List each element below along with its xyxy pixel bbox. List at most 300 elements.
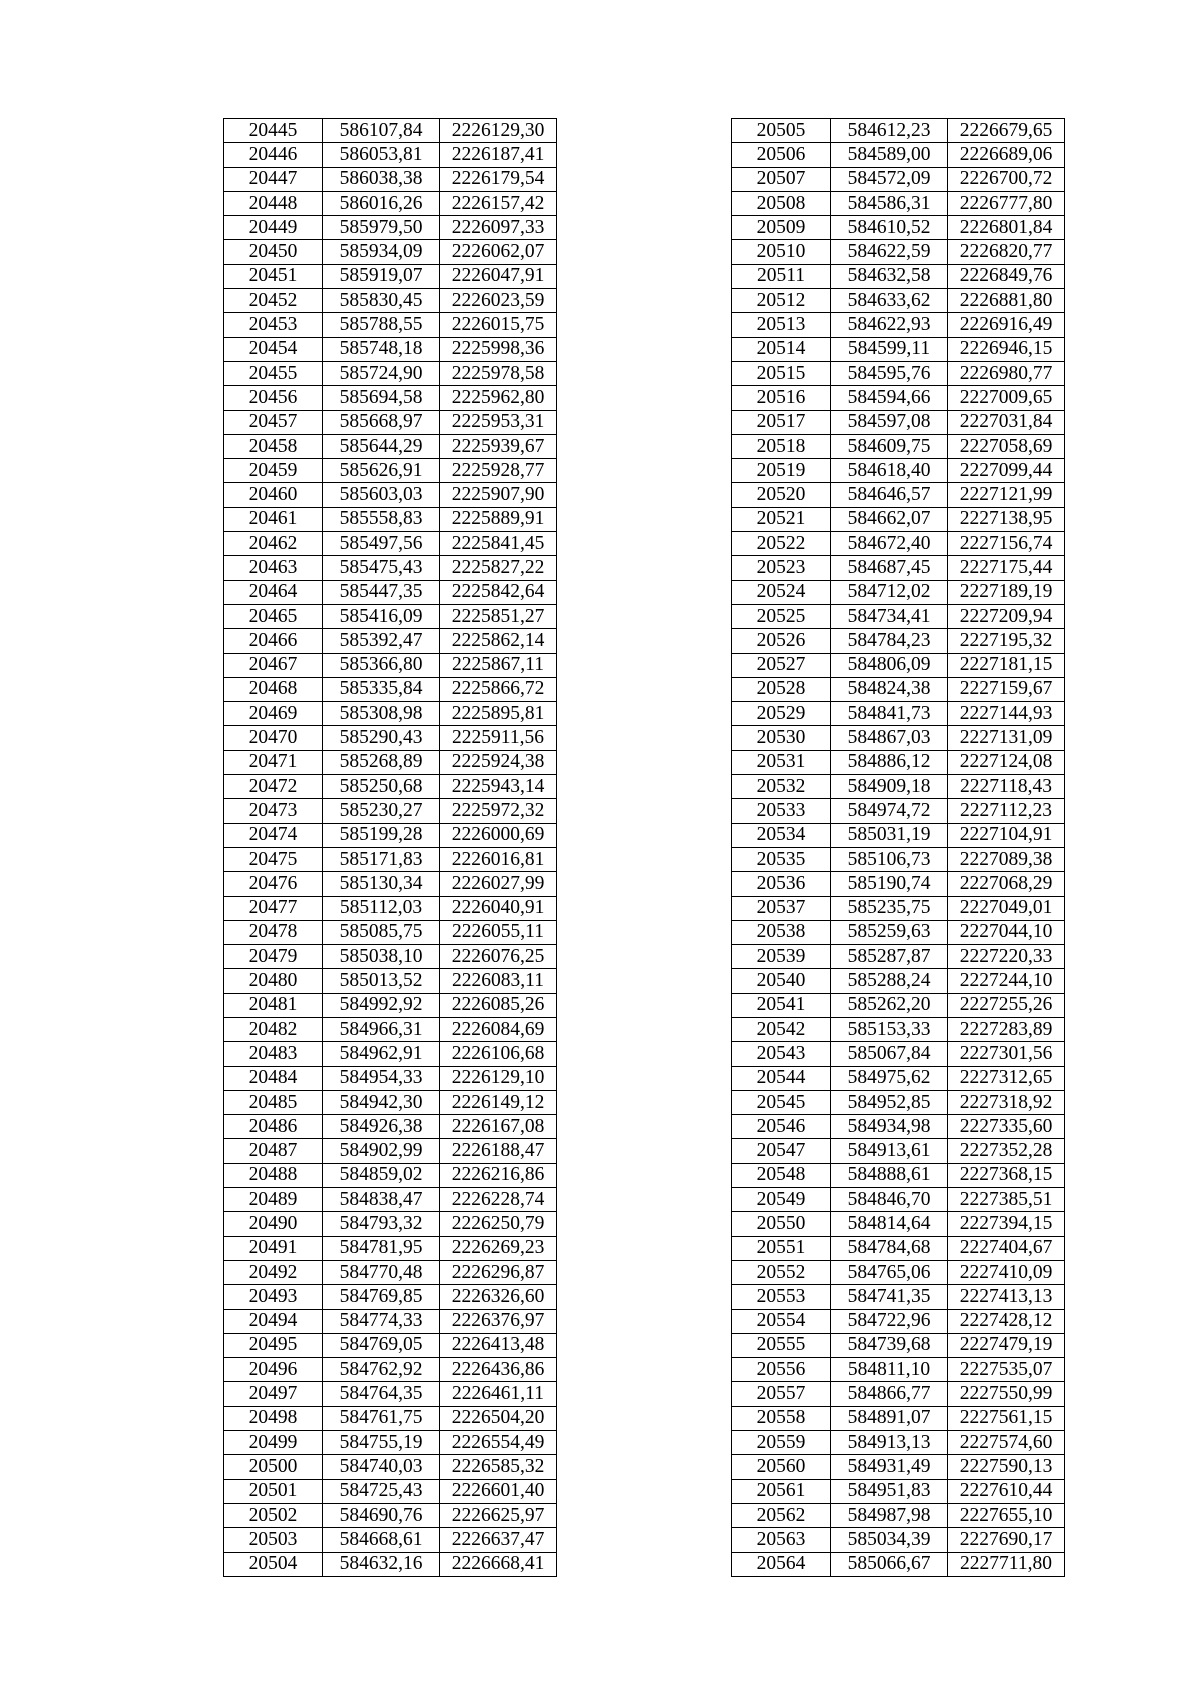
y-coordinate-cell: 2226027,99	[440, 872, 557, 896]
point-number-cell: 20544	[732, 1066, 831, 1090]
table-row	[732, 1042, 1065, 1066]
y-coordinate-cell: 2227655,10	[948, 1503, 1065, 1527]
point-number-cell: 20521	[732, 507, 831, 531]
x-coordinate-cell: 584762,92	[323, 1358, 440, 1382]
y-coordinate-cell: 2227181,15	[948, 653, 1065, 677]
y-coordinate-cell: 2227711,80	[948, 1552, 1065, 1576]
y-coordinate-cell: 2226188,47	[440, 1139, 557, 1163]
x-coordinate-cell: 584740,03	[323, 1455, 440, 1479]
x-coordinate-cell: 585171,83	[323, 847, 440, 871]
table-row	[224, 313, 557, 337]
table-row	[732, 1188, 1065, 1212]
table-row	[732, 1236, 1065, 1260]
y-coordinate-cell: 2227031,84	[948, 410, 1065, 434]
x-coordinate-cell: 584942,30	[323, 1090, 440, 1114]
table-row	[732, 677, 1065, 701]
y-coordinate-cell: 2227138,95	[948, 507, 1065, 531]
point-number-cell: 20502	[224, 1503, 323, 1527]
x-coordinate-cell: 585112,03	[323, 896, 440, 920]
point-number-cell: 20448	[224, 191, 323, 215]
table-row	[224, 896, 557, 920]
y-coordinate-cell: 2226554,49	[440, 1431, 557, 1455]
x-coordinate-cell: 585268,89	[323, 750, 440, 774]
point-number-cell: 20504	[224, 1552, 323, 1576]
y-coordinate-cell: 2225998,36	[440, 337, 557, 361]
y-coordinate-cell: 2226269,23	[440, 1236, 557, 1260]
x-coordinate-cell: 585190,74	[831, 872, 948, 896]
table-row	[732, 556, 1065, 580]
point-number-cell: 20518	[732, 434, 831, 458]
table-row	[224, 289, 557, 313]
point-number-cell: 20528	[732, 677, 831, 701]
x-coordinate-cell: 584722,96	[831, 1309, 948, 1333]
x-coordinate-cell: 585085,75	[323, 920, 440, 944]
x-coordinate-cell: 585830,45	[323, 289, 440, 313]
x-coordinate-cell: 585287,87	[831, 945, 948, 969]
y-coordinate-cell: 2226777,80	[948, 191, 1065, 215]
x-coordinate-cell: 585335,84	[323, 677, 440, 701]
table-row	[732, 847, 1065, 871]
x-coordinate-cell: 584902,99	[323, 1139, 440, 1163]
table-row	[732, 1358, 1065, 1382]
y-coordinate-cell: 2226504,20	[440, 1406, 557, 1430]
y-coordinate-cell: 2225895,81	[440, 702, 557, 726]
point-number-cell: 20524	[732, 580, 831, 604]
table-row	[732, 1333, 1065, 1357]
point-number-cell: 20505	[732, 119, 831, 143]
table-row	[224, 216, 557, 240]
x-coordinate-cell: 584992,92	[323, 993, 440, 1017]
y-coordinate-cell: 2226015,75	[440, 313, 557, 337]
y-coordinate-cell: 2227550,99	[948, 1382, 1065, 1406]
x-coordinate-cell: 585626,91	[323, 459, 440, 483]
x-coordinate-cell: 584612,23	[831, 119, 948, 143]
y-coordinate-cell: 2227156,74	[948, 532, 1065, 556]
point-number-cell: 20550	[732, 1212, 831, 1236]
table-row	[732, 1017, 1065, 1041]
x-coordinate-cell: 584572,09	[831, 167, 948, 191]
x-coordinate-cell: 584761,75	[323, 1406, 440, 1430]
point-number-cell: 20516	[732, 386, 831, 410]
table-row	[732, 1455, 1065, 1479]
table-row	[732, 1163, 1065, 1187]
point-number-cell: 20475	[224, 847, 323, 871]
coordinates-table-right	[731, 118, 1065, 1577]
point-number-cell: 20498	[224, 1406, 323, 1430]
x-coordinate-cell: 584888,61	[831, 1163, 948, 1187]
x-coordinate-cell: 584859,02	[323, 1163, 440, 1187]
point-number-cell: 20531	[732, 750, 831, 774]
y-coordinate-cell: 2227283,89	[948, 1017, 1065, 1041]
y-coordinate-cell: 2226881,80	[948, 289, 1065, 313]
x-coordinate-cell: 584662,07	[831, 507, 948, 531]
y-coordinate-cell: 2225953,31	[440, 410, 557, 434]
point-number-cell: 20492	[224, 1260, 323, 1284]
table-row	[224, 1431, 557, 1455]
table-row	[224, 726, 557, 750]
x-coordinate-cell: 585199,28	[323, 823, 440, 847]
x-coordinate-cell: 585694,58	[323, 386, 440, 410]
x-coordinate-cell: 584784,23	[831, 629, 948, 653]
x-coordinate-cell: 585603,03	[323, 483, 440, 507]
point-number-cell: 20536	[732, 872, 831, 896]
point-number-cell: 20503	[224, 1528, 323, 1552]
y-coordinate-cell: 2227099,44	[948, 459, 1065, 483]
table-row	[224, 1188, 557, 1212]
x-coordinate-cell: 584793,32	[323, 1212, 440, 1236]
x-coordinate-cell: 586038,38	[323, 167, 440, 191]
point-number-cell: 20497	[224, 1382, 323, 1406]
x-coordinate-cell: 585475,43	[323, 556, 440, 580]
x-coordinate-cell: 584632,16	[323, 1552, 440, 1576]
x-coordinate-cell: 584712,02	[831, 580, 948, 604]
point-number-cell: 20512	[732, 289, 831, 313]
x-coordinate-cell: 584774,33	[323, 1309, 440, 1333]
coordinates-table-left	[223, 118, 557, 1577]
point-number-cell: 20534	[732, 823, 831, 847]
table-row	[732, 119, 1065, 143]
x-coordinate-cell: 584739,68	[831, 1333, 948, 1357]
point-number-cell: 20481	[224, 993, 323, 1017]
x-coordinate-cell: 585066,67	[831, 1552, 948, 1576]
point-number-cell: 20488	[224, 1163, 323, 1187]
point-number-cell: 20559	[732, 1431, 831, 1455]
x-coordinate-cell: 585392,47	[323, 629, 440, 653]
table-row	[224, 119, 557, 143]
y-coordinate-cell: 2225842,64	[440, 580, 557, 604]
point-number-cell: 20494	[224, 1309, 323, 1333]
y-coordinate-cell: 2226047,91	[440, 264, 557, 288]
y-coordinate-cell: 2227385,51	[948, 1188, 1065, 1212]
table-row	[224, 1090, 557, 1114]
table-row	[732, 1479, 1065, 1503]
point-number-cell: 20469	[224, 702, 323, 726]
point-number-cell: 20450	[224, 240, 323, 264]
point-number-cell: 20484	[224, 1066, 323, 1090]
y-coordinate-cell: 2227009,65	[948, 386, 1065, 410]
point-number-cell: 20560	[732, 1455, 831, 1479]
x-coordinate-cell: 584622,59	[831, 240, 948, 264]
x-coordinate-cell: 584597,08	[831, 410, 948, 434]
table-row	[732, 1406, 1065, 1430]
x-coordinate-cell: 586016,26	[323, 191, 440, 215]
point-number-cell: 20539	[732, 945, 831, 969]
y-coordinate-cell: 2227159,67	[948, 677, 1065, 701]
y-coordinate-cell: 2226076,25	[440, 945, 557, 969]
table-row	[224, 507, 557, 531]
x-coordinate-cell: 585153,33	[831, 1017, 948, 1041]
x-coordinate-cell: 584926,38	[323, 1115, 440, 1139]
point-number-cell: 20546	[732, 1115, 831, 1139]
y-coordinate-cell: 2227089,38	[948, 847, 1065, 871]
point-number-cell: 20462	[224, 532, 323, 556]
point-number-cell: 20477	[224, 896, 323, 920]
point-number-cell: 20535	[732, 847, 831, 871]
point-number-cell: 20548	[732, 1163, 831, 1187]
x-coordinate-cell: 584846,70	[831, 1188, 948, 1212]
x-coordinate-cell: 584913,61	[831, 1139, 948, 1163]
table-row	[224, 337, 557, 361]
table-row	[732, 702, 1065, 726]
point-number-cell: 20457	[224, 410, 323, 434]
point-number-cell: 20537	[732, 896, 831, 920]
point-number-cell: 20455	[224, 361, 323, 385]
table-row	[224, 847, 557, 871]
table-row	[732, 1309, 1065, 1333]
x-coordinate-cell: 585013,52	[323, 969, 440, 993]
x-coordinate-cell: 584586,31	[831, 191, 948, 215]
table-row	[732, 1503, 1065, 1527]
table-row	[224, 434, 557, 458]
x-coordinate-cell: 584734,41	[831, 604, 948, 628]
table-row	[224, 410, 557, 434]
table-row	[732, 410, 1065, 434]
x-coordinate-cell: 585788,55	[323, 313, 440, 337]
x-coordinate-cell: 584769,05	[323, 1333, 440, 1357]
point-number-cell: 20458	[224, 434, 323, 458]
y-coordinate-cell: 2227044,10	[948, 920, 1065, 944]
table-row	[732, 313, 1065, 337]
table-row	[224, 872, 557, 896]
table-row	[732, 289, 1065, 313]
table-row	[732, 264, 1065, 288]
y-coordinate-cell: 2226679,65	[948, 119, 1065, 143]
point-number-cell: 20532	[732, 775, 831, 799]
x-coordinate-cell: 586107,84	[323, 119, 440, 143]
y-coordinate-cell: 2227244,10	[948, 969, 1065, 993]
y-coordinate-cell: 2226097,33	[440, 216, 557, 240]
point-number-cell: 20529	[732, 702, 831, 726]
y-coordinate-cell: 2227209,94	[948, 604, 1065, 628]
y-coordinate-cell: 2227104,91	[948, 823, 1065, 847]
x-coordinate-cell: 585262,20	[831, 993, 948, 1017]
point-number-cell: 20563	[732, 1528, 831, 1552]
table-row	[732, 216, 1065, 240]
x-coordinate-cell: 584867,03	[831, 726, 948, 750]
point-number-cell: 20519	[732, 459, 831, 483]
table-row	[224, 167, 557, 191]
y-coordinate-cell: 2227413,13	[948, 1285, 1065, 1309]
x-coordinate-cell: 584975,62	[831, 1066, 948, 1090]
table-row	[224, 1333, 557, 1357]
point-number-cell: 20480	[224, 969, 323, 993]
point-number-cell: 20489	[224, 1188, 323, 1212]
x-coordinate-cell: 585130,34	[323, 872, 440, 896]
point-number-cell: 20541	[732, 993, 831, 1017]
x-coordinate-cell: 585979,50	[323, 216, 440, 240]
point-number-cell: 20540	[732, 969, 831, 993]
y-coordinate-cell: 2227479,19	[948, 1333, 1065, 1357]
table-row	[732, 1066, 1065, 1090]
y-coordinate-cell: 2226436,86	[440, 1358, 557, 1382]
table-row	[224, 653, 557, 677]
y-coordinate-cell: 2226149,12	[440, 1090, 557, 1114]
point-number-cell: 20552	[732, 1260, 831, 1284]
table-row	[224, 1042, 557, 1066]
point-number-cell: 20553	[732, 1285, 831, 1309]
table-row	[224, 702, 557, 726]
point-number-cell: 20463	[224, 556, 323, 580]
table-row	[224, 483, 557, 507]
x-coordinate-cell: 584687,45	[831, 556, 948, 580]
table-row	[732, 1431, 1065, 1455]
x-coordinate-cell: 584769,85	[323, 1285, 440, 1309]
x-coordinate-cell: 584741,35	[831, 1285, 948, 1309]
y-coordinate-cell: 2226083,11	[440, 969, 557, 993]
y-coordinate-cell: 2225889,91	[440, 507, 557, 531]
y-coordinate-cell: 2227195,32	[948, 629, 1065, 653]
y-coordinate-cell: 2226668,41	[440, 1552, 557, 1576]
x-coordinate-cell: 586053,81	[323, 143, 440, 167]
point-number-cell: 20485	[224, 1090, 323, 1114]
table-row	[732, 1528, 1065, 1552]
table-row	[224, 143, 557, 167]
x-coordinate-cell: 585308,98	[323, 702, 440, 726]
point-number-cell: 20478	[224, 920, 323, 944]
x-coordinate-cell: 584966,31	[323, 1017, 440, 1041]
point-number-cell: 20517	[732, 410, 831, 434]
table-row	[732, 1285, 1065, 1309]
point-number-cell: 20506	[732, 143, 831, 167]
y-coordinate-cell: 2225827,22	[440, 556, 557, 580]
table-row	[224, 1163, 557, 1187]
y-coordinate-cell: 2227368,15	[948, 1163, 1065, 1187]
y-coordinate-cell: 2226228,74	[440, 1188, 557, 1212]
x-coordinate-cell: 584886,12	[831, 750, 948, 774]
table-row	[224, 1066, 557, 1090]
y-coordinate-cell: 2227124,08	[948, 750, 1065, 774]
table-body-right	[732, 119, 1065, 1577]
point-number-cell: 20551	[732, 1236, 831, 1260]
y-coordinate-cell: 2227610,44	[948, 1479, 1065, 1503]
y-coordinate-cell: 2227131,09	[948, 726, 1065, 750]
y-coordinate-cell: 2226084,69	[440, 1017, 557, 1041]
point-number-cell: 20451	[224, 264, 323, 288]
point-number-cell: 20491	[224, 1236, 323, 1260]
table-row	[732, 507, 1065, 531]
table-row	[732, 775, 1065, 799]
x-coordinate-cell: 585748,18	[323, 337, 440, 361]
y-coordinate-cell: 2226637,47	[440, 1528, 557, 1552]
x-coordinate-cell: 584951,83	[831, 1479, 948, 1503]
table-row	[224, 604, 557, 628]
y-coordinate-cell: 2226085,26	[440, 993, 557, 1017]
y-coordinate-cell: 2225928,77	[440, 459, 557, 483]
table-row	[732, 1552, 1065, 1576]
y-coordinate-cell: 2226167,08	[440, 1115, 557, 1139]
y-coordinate-cell: 2226820,77	[948, 240, 1065, 264]
y-coordinate-cell: 2227049,01	[948, 896, 1065, 920]
x-coordinate-cell: 584934,98	[831, 1115, 948, 1139]
point-number-cell: 20562	[732, 1503, 831, 1527]
point-number-cell: 20514	[732, 337, 831, 361]
table-row	[732, 604, 1065, 628]
y-coordinate-cell: 2225972,32	[440, 799, 557, 823]
y-coordinate-cell: 2227121,99	[948, 483, 1065, 507]
point-number-cell: 20456	[224, 386, 323, 410]
y-coordinate-cell: 2226250,79	[440, 1212, 557, 1236]
y-coordinate-cell: 2226179,54	[440, 167, 557, 191]
x-coordinate-cell: 584954,33	[323, 1066, 440, 1090]
table-row	[224, 993, 557, 1017]
x-coordinate-cell: 584609,75	[831, 434, 948, 458]
x-coordinate-cell: 584610,52	[831, 216, 948, 240]
point-number-cell: 20538	[732, 920, 831, 944]
point-number-cell: 20466	[224, 629, 323, 653]
point-number-cell: 20479	[224, 945, 323, 969]
y-coordinate-cell: 2227535,07	[948, 1358, 1065, 1382]
point-number-cell: 20474	[224, 823, 323, 847]
point-number-cell: 20530	[732, 726, 831, 750]
point-number-cell: 20461	[224, 507, 323, 531]
x-coordinate-cell: 584841,73	[831, 702, 948, 726]
x-coordinate-cell: 584764,35	[323, 1382, 440, 1406]
table-row	[224, 386, 557, 410]
point-number-cell: 20511	[732, 264, 831, 288]
table-row	[224, 945, 557, 969]
y-coordinate-cell: 2226601,40	[440, 1479, 557, 1503]
table-row	[224, 1309, 557, 1333]
point-number-cell: 20487	[224, 1139, 323, 1163]
point-number-cell: 20500	[224, 1455, 323, 1479]
table-row	[732, 1382, 1065, 1406]
y-coordinate-cell: 2226980,77	[948, 361, 1065, 385]
table-row	[224, 1528, 557, 1552]
y-coordinate-cell: 2225943,14	[440, 775, 557, 799]
x-coordinate-cell: 584755,19	[323, 1431, 440, 1455]
y-coordinate-cell: 2225907,90	[440, 483, 557, 507]
x-coordinate-cell: 585724,90	[323, 361, 440, 385]
point-number-cell: 20452	[224, 289, 323, 313]
y-coordinate-cell: 2226700,72	[948, 167, 1065, 191]
point-number-cell: 20496	[224, 1358, 323, 1382]
y-coordinate-cell: 2227255,26	[948, 993, 1065, 1017]
point-number-cell: 20508	[732, 191, 831, 215]
table-row	[224, 920, 557, 944]
y-coordinate-cell: 2226413,48	[440, 1333, 557, 1357]
y-coordinate-cell: 2227394,15	[948, 1212, 1065, 1236]
point-number-cell: 20522	[732, 532, 831, 556]
y-coordinate-cell: 2226946,15	[948, 337, 1065, 361]
x-coordinate-cell: 584952,85	[831, 1090, 948, 1114]
table-row	[224, 1017, 557, 1041]
y-coordinate-cell: 2227352,28	[948, 1139, 1065, 1163]
table-row	[224, 969, 557, 993]
x-coordinate-cell: 584814,64	[831, 1212, 948, 1236]
x-coordinate-cell: 584931,49	[831, 1455, 948, 1479]
point-number-cell: 20465	[224, 604, 323, 628]
table-row	[732, 1115, 1065, 1139]
x-coordinate-cell: 585416,09	[323, 604, 440, 628]
x-coordinate-cell: 584781,95	[323, 1236, 440, 1260]
y-coordinate-cell: 2226916,49	[948, 313, 1065, 337]
y-coordinate-cell: 2227118,43	[948, 775, 1065, 799]
y-coordinate-cell: 2225867,11	[440, 653, 557, 677]
y-coordinate-cell: 2226849,76	[948, 264, 1065, 288]
x-coordinate-cell: 584765,06	[831, 1260, 948, 1284]
point-number-cell: 20490	[224, 1212, 323, 1236]
table-row	[224, 823, 557, 847]
table-row	[224, 240, 557, 264]
x-coordinate-cell: 585259,63	[831, 920, 948, 944]
point-number-cell: 20473	[224, 799, 323, 823]
table-row	[224, 1212, 557, 1236]
point-number-cell: 20545	[732, 1090, 831, 1114]
point-number-cell: 20549	[732, 1188, 831, 1212]
table-row	[224, 677, 557, 701]
y-coordinate-cell: 2225862,14	[440, 629, 557, 653]
x-coordinate-cell: 585934,09	[323, 240, 440, 264]
